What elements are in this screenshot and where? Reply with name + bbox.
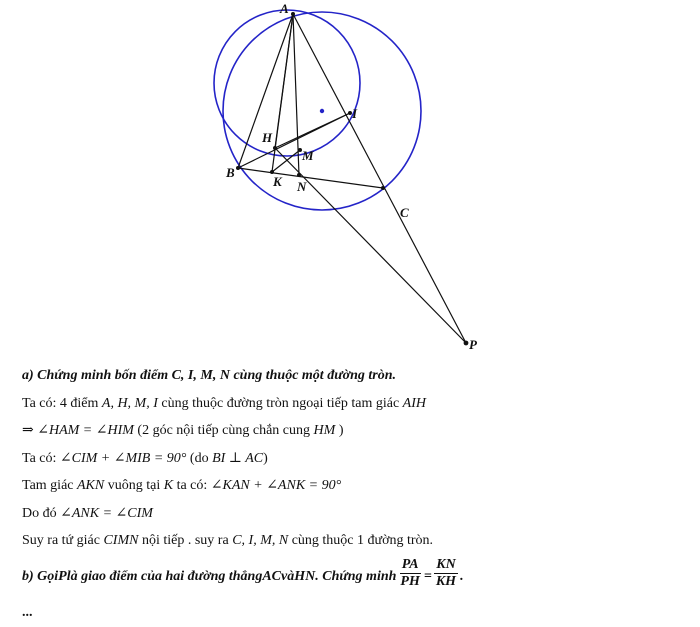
part-a-line-1: Ta có: 4 điểm A, H, M, I cùng thuộc đường tròn ngoại tiếp tam giác AIH [22, 395, 426, 411]
point-n [297, 173, 301, 177]
part-a-line-5: Do đó ∠ANK = ∠CIM [22, 505, 153, 521]
point-b [236, 166, 240, 170]
segment-hi [275, 113, 350, 148]
point-h [273, 146, 277, 150]
label-c: C [400, 205, 409, 220]
label-m: M [302, 148, 314, 163]
part-b-heading: b) Gọi P là giao điểm của hai đường thẳng AC và HN . Chứng minh $\frac{PA}{PH}$ = $\frac{KN}{KH}$ . [22, 557, 464, 589]
label-k: K [273, 174, 282, 189]
part-a-line-2: ⇒ ∠HAM = ∠HIM (2 góc nội tiếp cùng chắn cung HM ) [22, 423, 344, 438]
label-n: N [297, 179, 307, 194]
part-a-line-3: Ta có: ∠CIM + ∠MIB = 90° (do BI ⊥ AC) [22, 450, 268, 466]
segment-hp [275, 148, 466, 343]
part-a-heading: a) Chứng minh bốn điểm C, I, M, N cùng thuộc một đường tròn. [22, 368, 397, 383]
label-i: I [352, 106, 358, 121]
part-a-line-6: Suy ra tứ giác CIMN nội tiếp . suy ra C, I, M, N cùng thuộc 1 đường tròn. [22, 533, 434, 548]
segment-ah [275, 14, 293, 148]
label-a: A [280, 1, 289, 16]
fraction-pa-ph: $\frac{PA}{PH}$ [400, 557, 420, 589]
segment-ap [293, 14, 466, 343]
point-a [291, 12, 295, 16]
part-a-line-4: Tam giác AKN vuông tại K ta có: ∠KAN + ∠ANK = 90° [22, 478, 342, 493]
ellipsis: ... [22, 604, 33, 620]
solution-text [22, 362, 682, 626]
fraction-kn-kh: $\frac{KN}{KH}$ [435, 557, 457, 589]
label-b: B [226, 165, 235, 180]
label-p: P [469, 337, 477, 352]
label-h: H [262, 130, 273, 145]
point-c [381, 186, 385, 190]
circumcenter-dot [320, 109, 324, 113]
point-p [464, 341, 469, 346]
